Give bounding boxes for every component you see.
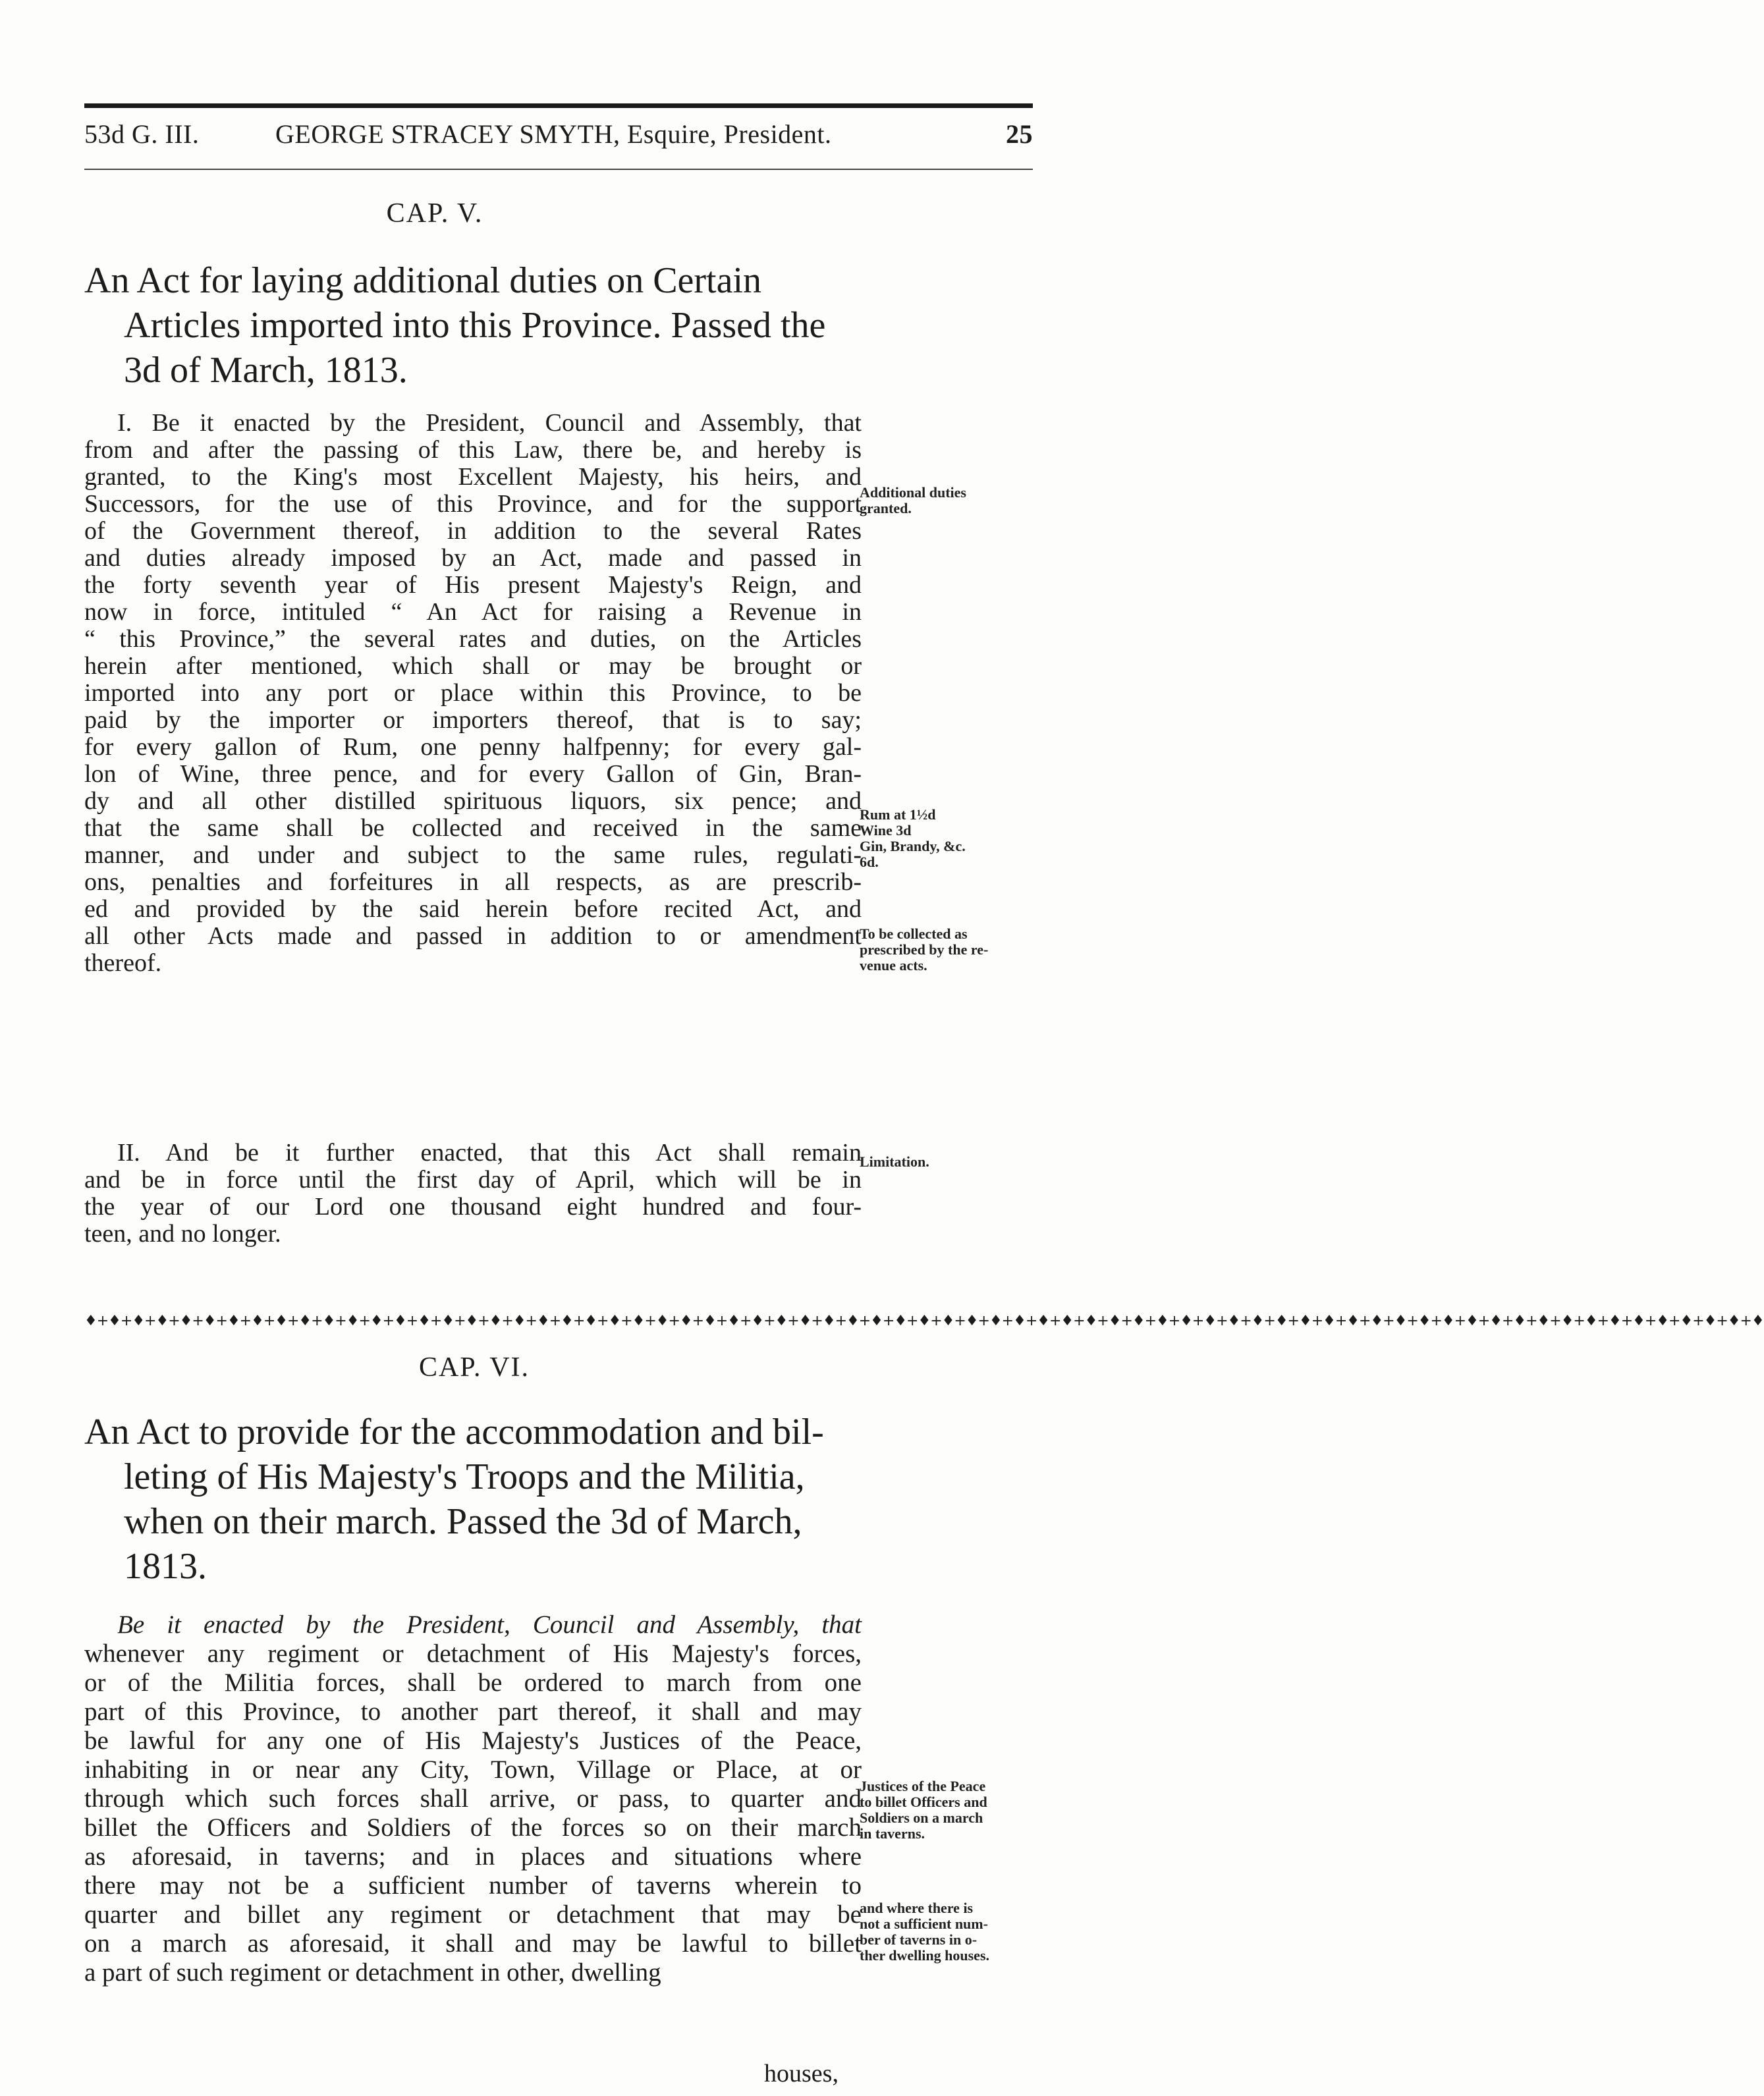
title-line: 3d of March, 1813. [124,350,408,391]
margin-line: Soldiers on a march [860,1809,983,1826]
text-line: the forty seventh year of His present Majesty's Reign, and [84,571,862,599]
margin-note-justices [860,1779,1057,1842]
title-line: 1813. [124,1546,207,1587]
text-line: a part of such regiment or detachment in other, dwelling [84,1958,661,1987]
margin-note-dwelling [860,1900,1057,1964]
title-line: An Act to provide for the accommodation and bil- [84,1412,824,1452]
top-rule [84,103,1033,108]
margin-line: Gin, Brandy, &c. [860,838,966,854]
text-line: part of this Province, to another part thereof, it shall and may [84,1697,862,1726]
text-line: Successors, for the use of this Province, and for the support [84,490,862,518]
margin-line: Rum at 1½d [860,806,936,823]
title-line: leting of His Majesty's Troops and the Militia, [124,1456,805,1497]
text-line: of the Government thereof, in addition to the several Rates [84,517,862,545]
ornamental-rule: ♦+♦+♦+♦+♦+♦+♦+♦+♦+♦+♦+♦+♦+♦+♦+♦+♦+♦+♦+♦+♦+♦+♦+♦+♦+♦+♦+♦+♦+♦+♦+♦+♦+♦+♦+♦+♦+♦+♦+♦+♦+♦+♦+♦+♦+♦+♦+♦+♦+♦+♦+♦+♦+♦+♦+♦+♦+♦+♦+♦+♦+♦+♦+♦+♦+♦+♦+♦+♦+♦+♦ [84,1313,1764,1329]
margin-line: 6d. [860,854,879,870]
text-line: Be it enacted by the President, Council and Assembly, that [117,1611,862,1639]
margin-note-additional-duties [860,485,1057,516]
text-line: now in force, intituled “ An Act for raising a Revenue in [84,598,862,626]
text-line: inhabiting in or near any City, Town, Village or Place, at or [84,1755,862,1784]
text-line: there may not be a sufficient number of taverns wherein to [84,1871,862,1900]
margin-line: To be collected as [860,925,968,942]
president-line: GEORGE STRACEY SMYTH, Esquire, President. [275,119,832,149]
title-line: An Act for laying additional duties on Certain [84,260,762,301]
margin-line: granted. [860,500,912,516]
margin-line: in taverns. [860,1825,925,1842]
text-line: from and after the passing of this Law, there be, and hereby is [84,436,862,464]
catchword: houses, [764,2060,839,2087]
text-line: ons, penalties and forfeitures in all respects, as are prescrib- [84,868,862,896]
text-line: II. And be it further enacted, that this Act shall remain [117,1139,862,1167]
text-line: granted, to the King's most Excellent Majesty, his heirs, and [84,463,862,491]
cap5-section-2 [84,1140,862,1248]
margin-line: prescribed by the re- [860,941,989,958]
text-line: manner, and under and subject to the same rules, regulati- [84,841,862,869]
margin-line: not a sufficient num- [860,1916,988,1932]
text-line: herein after mentioned, which shall or may be brought or [84,652,862,680]
text-line: quarter and billet any regiment or detachment that may be [84,1900,862,1929]
text-line [84,410,862,437]
cap6-heading: CAP. VI. [418,1352,530,1383]
section-1-opening: I. Be it enacted by the President, Council and Assembly, that [117,409,862,437]
running-head [84,119,1033,158]
text-line: and be in force until the first day of April, which will be in [84,1166,862,1194]
margin-line: Limitation. [860,1153,929,1170]
cap5-section-1 [84,410,862,977]
text-line: teen, and no longer. [84,1220,281,1248]
margin-line: and where there is [860,1900,974,1916]
text-line: lon of Wine, three pence, and for every Gallon of Gin, Bran- [84,760,862,788]
text-line: whenever any regiment or detachment of His Majesty's forces, [84,1640,862,1668]
cap5-heading: CAP. V. [386,198,483,229]
text-line: thereof. [84,949,162,977]
text-line: all other Acts made and passed in addition to or amendment [84,922,862,950]
text-line: for every gallon of Rum, one penny halfpenny; for every gal- [84,733,862,761]
page-number: 25 [1006,119,1033,149]
title-line: Articles imported into this Province. Passed the [124,305,826,346]
text-line: as aforesaid, in taverns; and in places and situations where [84,1842,862,1871]
title-line: when on their march. Passed the 3d of March, [124,1501,802,1542]
margin-line: ther dwelling houses. [860,1947,990,1964]
text-line: imported into any port or place within this Province, to be [84,679,862,707]
text-line: or of the Militia forces, shall be ordered to march from one [84,1669,862,1697]
margin-line: ber of taverns in o- [860,1931,978,1948]
text-line: that the same shall be collected and received in the same [84,814,862,842]
cap5-title [84,258,862,393]
margin-line: Wine 3d [860,822,912,839]
margin-line: Additional duties [860,484,966,501]
margin-line: to billet Officers and [860,1794,987,1810]
text-line: on a march as aforesaid, it shall and may be lawful to billet [84,1929,862,1958]
margin-note-limitation [860,1154,1057,1170]
text-line: the year of our Lord one thousand eight hundred and four- [84,1193,862,1221]
text-line: dy and all other distilled spirituous liquors, six pence; and [84,787,862,815]
margin-line: venue acts. [860,957,927,974]
margin-note-collected [860,926,1057,974]
cap6-body [84,1611,862,1987]
text-line: “ this Province,” the several rates and duties, on the Articles [84,625,862,653]
text-line: through which such forces shall arrive, or pass, to quarter and [84,1784,862,1813]
text-line: paid by the importer or importers thereof, that is to say; [84,706,862,734]
text-line: and duties already imposed by an Act, made and passed in [84,544,862,572]
text-line: ed and provided by the said herein before recited Act, and [84,895,862,923]
text-line: billet the Officers and Soldiers of the forces so on their march [84,1813,862,1842]
cap6-title [84,1410,862,1589]
margin-line: Justices of the Peace [860,1778,986,1794]
regnal-year: 53d G. III. [84,119,200,149]
margin-note-rates [860,807,1057,870]
text-line: be lawful for any one of His Majesty's Justices of the Peace, [84,1726,862,1755]
header-rule [84,169,1033,170]
